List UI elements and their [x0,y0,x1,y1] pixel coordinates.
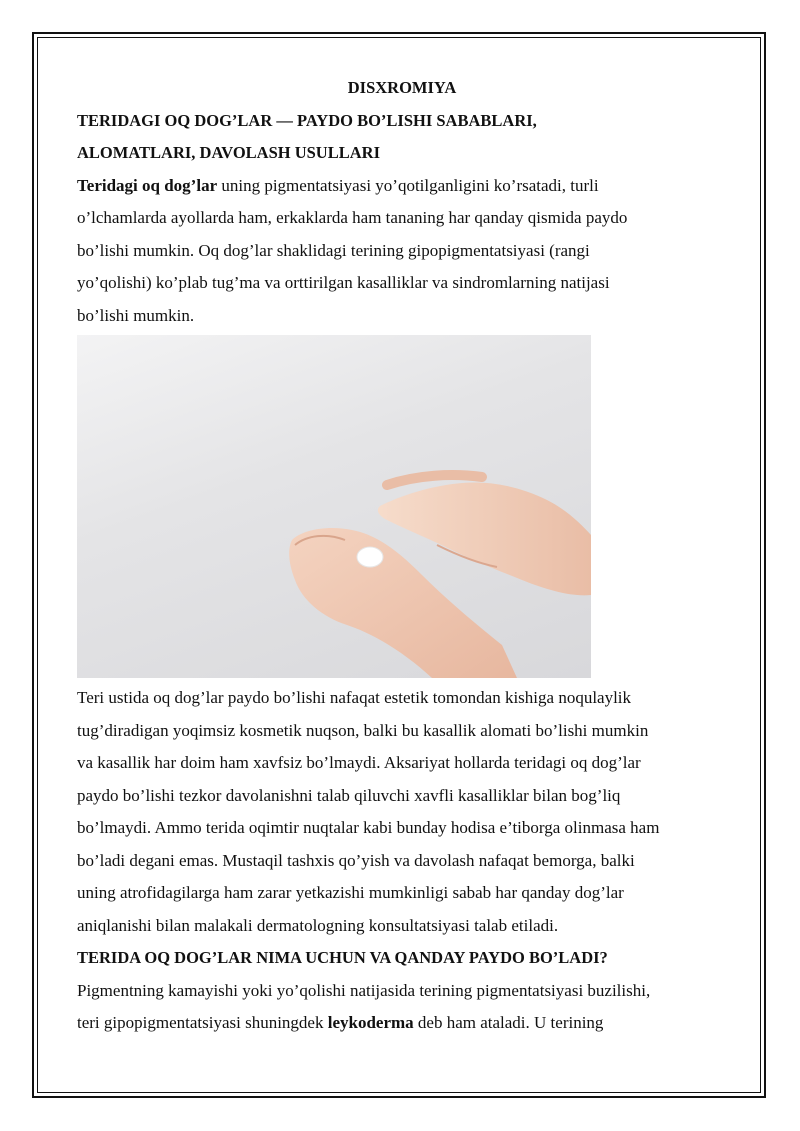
paragraph-line: aniqlanishi bilan malakali dermatologning konsultatsiyasi talab etiladi. [77,915,559,935]
body-paragraph [77,682,727,942]
paragraph-line: bo’lmaydi. Ammo terida oqimtir nuqtalar kabi bunday hodisa e’tiborga olinmasa ham [77,818,660,837]
intro-paragraph [77,170,727,333]
paragraph-line: Pigmentning kamayishi yoki yo’qolishi natijasida terining pigmentatsiyasi buzilishi, [77,980,651,1000]
section-heading-line-2: ALOMATLARI, DAVOLASH USULLARI [77,143,380,162]
hands-cream-photo [77,335,591,678]
bold-term: leykoderma [327,1013,414,1032]
final-paragraph [77,975,727,1040]
paragraph-line: Teridagi oq dog’lar uning pigmentatsiyasi yo’qotilganligini ko’rsatadi, turli [77,175,599,195]
paragraph-line: bo’lishi mumkin. [77,305,195,325]
paragraph-line: tug’diradigan yoqimsiz kosmetik nuqson, balki bu kasallik alomati bo’lishi mumkin [77,720,649,740]
section-heading-2: TERIDA OQ DOG’LAR NIMA UCHUN VA QANDAY PAYDO BO’LADI? [77,948,608,967]
paragraph-line: Teri ustida oq dog’lar paydo bo’lishi nafaqat estetik tomondan kishiga noqulaylik [77,688,632,707]
paragraph-line: o’lchamlarda ayollarda ham, erkaklarda ham tananing har qanday qismida paydo [77,208,628,227]
paragraph-line: paydo bo’lishi tezkor davolanishni talab qiluvchi xavfli kasalliklar bilan bog’liq [77,785,621,805]
paragraph-line: teri gipopigmentatsiyasi shuningdek leykoderma deb ham ataladi. U terining [77,1013,604,1032]
paragraph-line: va kasallik har doim ham xavfsiz bo’lmaydi. Aksariyat hollarda teridagi oq dog’lar [77,753,641,772]
paragraph-line: uning atrofidagilarga ham zarar yetkazishi mumkinligi sabab har qanday dog’lar [77,883,624,902]
paragraph-line: yo’qolishi) ko’plab tug’ma va orttirilgan kasalliklar va sindromlarning natijasi [77,273,610,292]
hands-illustration [77,335,591,678]
section-heading-line-1: TERIDAGI OQ DOG’LAR — PAYDO BO’LISHI SABABLARI, [77,110,537,130]
bold-term: Teridagi oq dog’lar [77,175,218,195]
paragraph-line: bo’ladi degani emas. Mustaqil tashxis qo’yish va davolash nafaqat bemorga, balki [77,850,635,870]
document-title: DISXROMIYA [347,78,457,97]
paragraph-line: bo’lishi mumkin. Oq dog’lar shaklidagi terining gipopigmentatsiyasi (rangi [77,240,590,260]
document-body [77,72,727,1040]
